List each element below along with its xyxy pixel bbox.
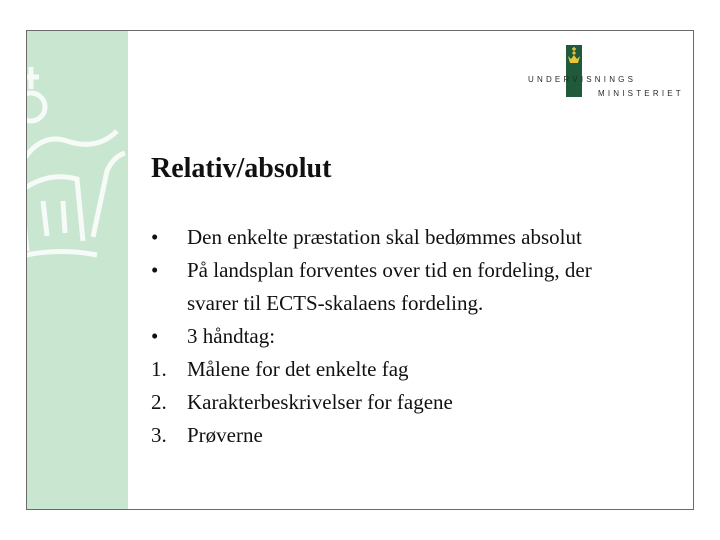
list-item-text-line: På landsplan forventes over tid en fordeling, der bbox=[187, 258, 592, 282]
logo-text-line1: UNDERVISNINGS bbox=[528, 75, 637, 84]
list-item bbox=[151, 320, 681, 353]
list-item bbox=[151, 419, 681, 452]
list-item-text: Karakterbeskrivelser for fagene bbox=[187, 390, 453, 414]
logo-crown-block bbox=[566, 45, 582, 97]
list-item-text-line: svarer til ECTS-skalaens fordeling. bbox=[187, 291, 484, 315]
list-item-text: Prøverne bbox=[187, 423, 263, 447]
crown-icon bbox=[567, 47, 581, 65]
bullet-marker: • bbox=[151, 225, 159, 249]
green-side-strip bbox=[27, 31, 128, 509]
list-item bbox=[151, 221, 681, 254]
bullet-marker: • bbox=[151, 258, 159, 282]
bullet-list bbox=[151, 221, 681, 452]
list-item bbox=[151, 386, 681, 419]
list-item-text: 3 håndtag: bbox=[187, 324, 276, 348]
number-marker: 2. bbox=[151, 390, 167, 414]
slide-title: Relativ/absolut bbox=[151, 153, 332, 184]
list-item bbox=[151, 353, 681, 386]
list-item-text: Den enkelte præstation skal bedømmes absolut bbox=[187, 225, 582, 249]
slide bbox=[26, 30, 694, 510]
bullet-marker: • bbox=[151, 324, 159, 348]
crown-watermark-icon bbox=[27, 61, 127, 261]
list-item-text bbox=[187, 254, 681, 320]
logo-text-line2: MINISTERIET bbox=[598, 89, 684, 98]
number-marker: 3. bbox=[151, 423, 167, 447]
number-marker: 1. bbox=[151, 357, 167, 381]
ministry-logo bbox=[524, 45, 684, 105]
list-item-text: Målene for det enkelte fag bbox=[187, 357, 409, 381]
list-item bbox=[151, 254, 681, 320]
